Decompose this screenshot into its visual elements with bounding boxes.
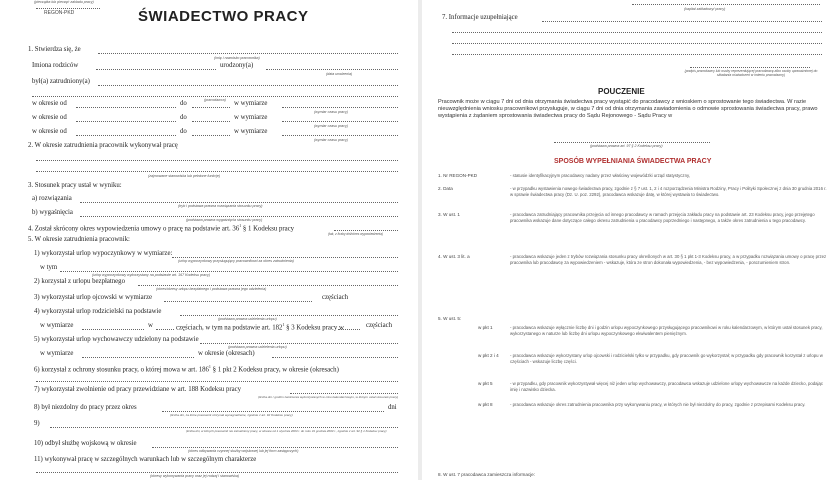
period2-dim-hint: (wymiar czasu pracy) bbox=[314, 124, 348, 128]
item5-11-field[interactable] bbox=[36, 472, 398, 473]
item7-label: 7. Informacje uzupełniające bbox=[442, 14, 518, 21]
employee-name-field[interactable] bbox=[98, 53, 398, 54]
method-row bbox=[438, 254, 828, 288]
method-key: 4. W ust. 3 lit. a bbox=[438, 254, 470, 259]
item5-5-period-field[interactable] bbox=[272, 357, 398, 358]
item3b-hint: (podstawa prawna wygaśnięcia stosunku pracy) bbox=[186, 218, 263, 222]
method-row bbox=[438, 212, 828, 246]
item3-label: 3. Stosunek pracy ustał w wyniku: bbox=[28, 182, 122, 189]
top-hint: (kapitał zakładowy/ pracy) bbox=[684, 7, 726, 11]
item5-3-field[interactable] bbox=[164, 301, 312, 302]
item5-4-label: 4) wykorzystał urlop rodzicielski na podstawie bbox=[34, 308, 162, 315]
item5-7-hint: (liczba dni / godzin zwolnienia wykorzystanych w roku kalendarzowym, w którym ustał stosunek pracy) bbox=[258, 395, 399, 399]
item5-5-hint: (podstawa prawna udzielenia urlopu) bbox=[228, 345, 287, 349]
item5-1-hint-2: (urlop wypoczynkowy wykorzystany na podstawie art. 167 Kodeksu pracy) bbox=[92, 273, 211, 277]
item5-3-tail: częściach bbox=[322, 294, 349, 301]
item5-10-field[interactable] bbox=[152, 447, 398, 448]
item5-8-label: 8) był niezdolny do pracy przez okres bbox=[34, 404, 137, 411]
period1-from-field[interactable] bbox=[76, 107, 176, 108]
item5-9-label: 9) bbox=[34, 420, 40, 427]
item5-1-field-2[interactable] bbox=[60, 271, 398, 272]
method-value: - statusie identyfikacyjnym pracodawcy nadany przez właściwy wojewódzki urząd statystyczny, bbox=[510, 173, 690, 178]
regon-field[interactable] bbox=[36, 8, 100, 9]
employer-field-2[interactable] bbox=[32, 96, 398, 97]
method-value: - pracodawca wskazuje okres zatrudnienia pracownika przy wykonywaniu pracy, w których nie był niezdolny do pracy, zgodnie z przepisami Kodeksu pracy. bbox=[510, 402, 806, 407]
name-hint: (imię i nazwisko pracownika) bbox=[214, 56, 260, 60]
item5-10-label: 10) odbył służbę wojskową w okresie bbox=[34, 440, 137, 447]
item7-field-2[interactable] bbox=[452, 32, 822, 33]
item5-1-tyy-label: w tym bbox=[40, 264, 58, 271]
item5-5-inperiod: w okresie (okresach) bbox=[198, 350, 255, 357]
stamp-caption: (pieczątka lub pieczęć zakładu pracy) bbox=[34, 0, 94, 4]
item2-field-1[interactable] bbox=[36, 160, 398, 161]
item5-4-dim-field[interactable] bbox=[82, 329, 144, 330]
item5-4-parts-field[interactable] bbox=[156, 329, 174, 330]
period3-from-label: w okresie od bbox=[32, 128, 67, 135]
method-value: - pracodawca wskazuje wyłącznie liczbę dni i godzin urlopu wypoczynkowego przysługującego pracownikowi w roku kalendarzowym, w którym ustał stosunek pracy, wykorzystanego w naturze lub liczbę dni urlopu wypoczynkowego ekwiwalentem pieniężnym. bbox=[510, 325, 823, 336]
item5-1-label: 1) wykorzystał urlop wypoczynkowy w wymiarze: bbox=[34, 250, 173, 257]
method-value: - w przypadku, gdy pracownik wykorzystywał więcej niż jeden urlop wychowawczy, pracodawca wskazuje udzielone urlopy wychowawcze na każde dziecko, podając imię i nazwisko dziecka. bbox=[510, 381, 824, 392]
item5-7-label: 7) wykorzystał zwolnienie od pracy przewidziane w art. 188 Kodeksu pracy bbox=[34, 386, 242, 393]
item5-2-hint: (okres/okresy urlopu bezpłatnego i podstawa prawna jego udzielenia) bbox=[156, 287, 267, 291]
item2-label: 2. W okresie zatrudnienia pracownik wykonywał pracę bbox=[28, 142, 178, 149]
parents-label: Imiona rodziców bbox=[32, 62, 79, 69]
period2-dim-field[interactable] bbox=[282, 121, 398, 122]
method-value: - pracodawca wskazuje wykorzystany urlop ojcowski i rodzicielski tylko w przypadku, gdy pracownik go wykorzystał; w przypadku gdy pracownik korzystał z urlopu w częściach - wskazuje liczbę części. bbox=[510, 353, 823, 364]
item5-9-field[interactable] bbox=[50, 427, 398, 428]
method-title: SPOSÓB WYPEŁNIANIA ŚWIADECTWA PRACY bbox=[554, 158, 712, 165]
period2-to-label: do bbox=[180, 114, 187, 121]
item5-5-label: 5) wykorzystał urlop wychowawczy udzielony na podstawie bbox=[34, 336, 199, 343]
period3-dim-label: w wymiarze bbox=[234, 128, 268, 135]
method-key: w pkt 2 i 4 bbox=[478, 353, 499, 358]
item5-2-label: 2) korzystał z urlopu bezpłatnego bbox=[34, 278, 125, 285]
period2-from-field[interactable] bbox=[76, 121, 176, 122]
item1-label: 1. Stwierdza się, że bbox=[28, 46, 81, 53]
method-key: 5. W ust. 5: bbox=[438, 316, 462, 321]
item5-4-dim: w wymiarze bbox=[40, 322, 74, 329]
period3-to-label: do bbox=[180, 128, 187, 135]
item5-9-hint: (liczba dni, w których pracownik nie zatrudniony pracy, w okresie od 1 stycznia 2003 r. do roku 31 grudnia 2003 r., zgodnie z art. 92 § 1 Kodeksu pracy) bbox=[186, 429, 387, 433]
item7-field-1[interactable] bbox=[542, 21, 822, 22]
item4-label: 4. Został skrócony okres wypowiedzenia umowy o pracę na podstawie art. $36^1$ § 1 Kodeksu pracy bbox=[28, 223, 295, 233]
period3-to-field[interactable] bbox=[192, 135, 230, 136]
item5-8-field[interactable] bbox=[162, 411, 384, 412]
item5-6-field[interactable] bbox=[36, 381, 398, 382]
signature-field[interactable] bbox=[690, 67, 810, 68]
item5-1-hint: (urlop wypoczynkowy przysługujący pracownikowi za okres zatrudnienia) bbox=[178, 259, 294, 263]
item5-5-dim-field[interactable] bbox=[82, 357, 194, 358]
certificate-front-page bbox=[0, 0, 418, 480]
court-hint: (podstawa prawna art. 97 § 2 Kodeksu pracy) bbox=[590, 144, 663, 148]
period3-from-field[interactable] bbox=[76, 135, 176, 136]
item5-7-field[interactable] bbox=[290, 393, 398, 394]
item5-5-dim: w wymiarze bbox=[40, 350, 74, 357]
employer-hint: (pracodawca) bbox=[204, 98, 226, 102]
pouczenie-text: Pracownik może w ciągu 7 dni od dnia otrzymania świadectwa pracy wystąpić do pracodawcy z wnioskiem o sprostowanie tego świadectwa. W razie nieuwzględnienia wniosku pracownikowi przysługuje, w ciągu 7 dni od dnia otrzymania zawiadomienia o odmowie sprostowania świadectwa pracy, prawo wystąpienia z żądaniem sprostowania świadectwa pracy do Sądu Rejonowego - Sądu Pracy w bbox=[438, 99, 818, 119]
method-key: w pkt 1 bbox=[478, 325, 493, 330]
item5-8-hint: (liczba dni, za które pracownik otrzymał wynagrodzenie, zgodnie z art. 92 Kodeksu pracy) bbox=[170, 413, 293, 417]
item5-4-in: w bbox=[148, 322, 153, 329]
method-key: w pkt 8 bbox=[478, 402, 493, 407]
item5-label: 5. W okresie zatrudnienia pracownik: bbox=[28, 236, 130, 243]
item5-3-label: 3) wykorzystał urlop ojcowski w wymiarze bbox=[34, 294, 152, 301]
method-value: - pracodawca wskazuje jeden z trybów rozwiązania stosunku pracy określonych w art. 30 § 1 pkt 1-3 Kodeksu pracy, a w przypadku rozwiązania umowy o pracę przez pracownika lub pracodawcę za wypowiedzeniem - wskazuje, która ze stron dokonała wypowiedzenia, - bez wypowiedzenia, - porozumieniem stron. bbox=[510, 254, 827, 265]
method-row bbox=[438, 402, 828, 436]
item5-11-label: 11) wykonywał pracę w szczególnych warunkach lub w szczególnym charakterze bbox=[34, 456, 257, 463]
employed-label: był(a) zatrudniony(a) bbox=[32, 78, 90, 85]
item5-4-hint: (podstawa prawna udzielenia urlopu) bbox=[218, 317, 277, 321]
method-value: - pracodawca zatrudniający pracownika przejęcia od innego pracodawcy w ramach przejęcia zakładu pracy na podstawie art. 23 Kodeksu pracy, jego przejętego pracownika wskazuje dane dotyczące całego okresu zatrudnienia u pracodawcy poprzedniego i następnego, a także okres zatrudnienia u tego pracodawcy. bbox=[510, 212, 815, 223]
method-key: 3. W ust. 1 bbox=[438, 212, 460, 217]
birth-date-field[interactable] bbox=[266, 69, 398, 70]
period3-dim-hint: (wymiar czasu pracy) bbox=[314, 138, 348, 142]
method-key: 1. Nr REGON-PKD bbox=[438, 173, 478, 178]
item8-label: 8. W ust. 7 pracodawca zamieszcza informacje: bbox=[438, 472, 536, 477]
item5-11-hint: (okresy wykonywania pracy oraz jej rodzaj i stanowiska) bbox=[150, 474, 240, 478]
period1-dim-label: w wymiarze bbox=[234, 100, 268, 107]
court-field[interactable] bbox=[554, 142, 710, 143]
document-title: ŚWIADECTWO PRACY bbox=[138, 8, 309, 25]
birth-hint: (data urodzenia) bbox=[326, 72, 353, 76]
item5-5-field[interactable] bbox=[200, 343, 398, 344]
item5-10-hint: (okres odbywania czynnej służby wojskowej lub jej form zastępczych) bbox=[188, 449, 299, 453]
item5-4-field[interactable] bbox=[180, 315, 398, 316]
parents-field[interactable] bbox=[96, 69, 216, 70]
period2-dim-label: w wymiarze bbox=[234, 114, 268, 121]
item3b-label: b) wygaśnięcia bbox=[32, 209, 73, 216]
item5-8-tail: dni bbox=[388, 404, 397, 411]
item3a-hint: (tryb i podstawa prawna rozwiązania stosunku pracy) bbox=[178, 204, 263, 208]
item4-hint: (tak, z liczby dni/okres wypowiedzenia) bbox=[328, 232, 383, 236]
period1-dim-field[interactable] bbox=[282, 107, 398, 108]
period2-to-field[interactable] bbox=[192, 121, 230, 122]
certificate-back-page bbox=[422, 0, 840, 480]
item5-4-parts-field-2[interactable] bbox=[338, 329, 360, 330]
period3-dim-field[interactable] bbox=[282, 135, 398, 136]
item4-field[interactable] bbox=[334, 230, 398, 231]
item3a-field[interactable] bbox=[80, 202, 398, 203]
item2-field-2[interactable] bbox=[36, 171, 398, 172]
period1-from-label: w okresie od bbox=[32, 100, 67, 107]
item5-6-label: 6) korzystał z ochrony stosunku pracy, o której mowa w art. $186^1$ § 1 pkt 2 Kodeksu pracy, w okresie (okresach) bbox=[34, 364, 339, 374]
period1-to-field[interactable] bbox=[192, 107, 230, 108]
item5-4-mid: częściach, w tym na podstawie art. $182^1$ § 3 Kodeksu pracy w bbox=[176, 322, 344, 332]
item3b-field[interactable] bbox=[80, 216, 398, 217]
item3a-label: a) rozwiązania bbox=[32, 195, 72, 202]
signature-hint: (podpis pracodawcy lub osoby reprezentującej pracodawcę albo osoby upoważnionej do składania oświadczeń w imieniu pracodawcy) bbox=[684, 69, 818, 78]
item5-1-field[interactable] bbox=[172, 257, 398, 258]
item5-2-field[interactable] bbox=[138, 285, 398, 286]
period1-dim-hint: (wymiar czasu pracy) bbox=[314, 110, 348, 114]
regon-label: REGON-PKD bbox=[44, 10, 75, 16]
method-value: - w przypadku wystawienia nowego świadectwa pracy, zgodnie z § 7 ust. 1, 2 i 4 rozporządzenia Ministra Rodziny, Pracy i Polityki Społecznej z dnia 30 grudnia 2016 r. w sprawie świadectwa pracy (Dz. U. poz. 2292), pracodawca wskazuje datę, w której wystawia to świadectwo. bbox=[510, 186, 827, 197]
born-label: urodzony(a) bbox=[220, 62, 254, 69]
method-key: w pkt 5 bbox=[478, 381, 493, 386]
item2-hint: (zajmowane stanowiska lub pełnione funkcje) bbox=[148, 174, 221, 178]
item7-field-3[interactable] bbox=[452, 43, 822, 44]
period1-to-label: do bbox=[180, 100, 187, 107]
period2-from-label: w okresie od bbox=[32, 114, 67, 121]
item5-4-end: częściach bbox=[366, 322, 393, 329]
employer-field[interactable] bbox=[98, 85, 398, 86]
item7-field-4[interactable] bbox=[452, 54, 822, 55]
top-field[interactable] bbox=[632, 4, 820, 5]
method-key: 2. Data bbox=[438, 186, 453, 191]
pouczenie-title: POUCZENIE bbox=[598, 87, 645, 96]
